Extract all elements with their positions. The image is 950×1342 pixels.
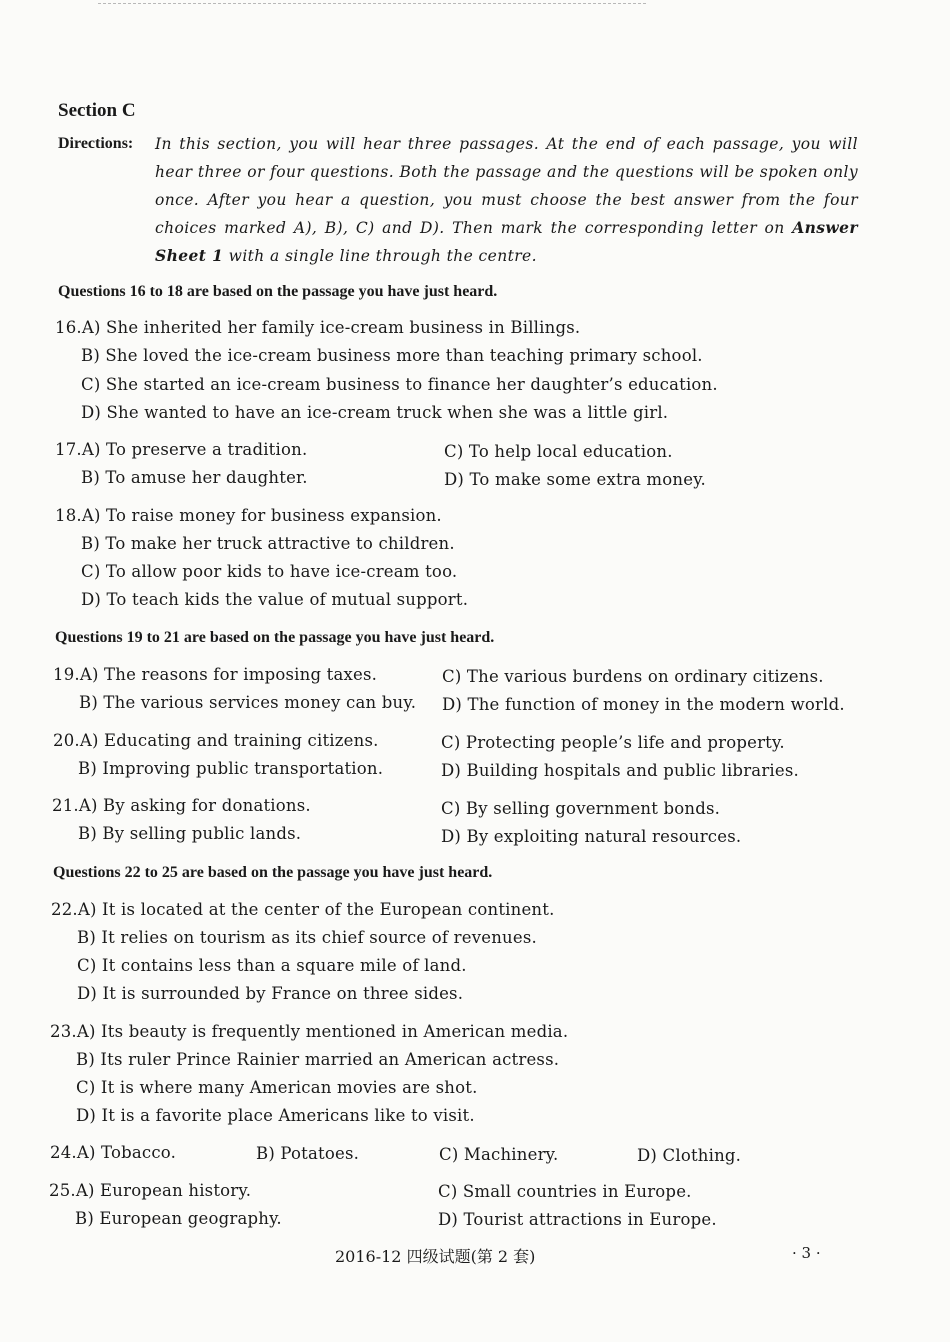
q23-option-c: C) It is where many American movies are shot. [76,1078,478,1097]
q19-option-c: C) The various burdens on ordinary citizens. [442,667,824,686]
q22-option-d: D) It is surrounded by France on three sides. [77,984,464,1003]
q24-option-d: D) Clothing. [637,1146,742,1165]
q16-option-d: D) She wanted to have an ice-cream truck when she was a little girl. [81,403,669,422]
q25-option-d: D) Tourist attractions in Europe. [438,1210,717,1229]
q25-option-c: C) Small countries in Europe. [438,1182,692,1201]
q17-option-c: C) To help local education. [444,442,673,461]
q19-option-a: 19.A) The reasons for imposing taxes. [53,665,378,684]
q21-option-c: C) By selling government bonds. [441,799,721,818]
q25-option-a: 25.A) European history. [49,1181,252,1200]
q23-option-b: B) Its ruler Prince Rainier married an American actress. [76,1050,560,1069]
group-heading-19-21: Questions 19 to 21 are based on the passage you have just heard. [55,629,495,646]
answer-sheet-label: Answer Sheet 1 [155,218,858,265]
directions [58,130,858,270]
q24-option-a: 24.A) Tobacco. [50,1143,177,1162]
directions-label: Directions: [58,135,134,152]
q19-option-b: B) The various services money can buy. [79,693,417,712]
q21-option-a: 21.A) By asking for donations. [52,796,311,815]
q23-option-d: D) It is a favorite place Americans like to visit. [76,1106,475,1125]
q18-option-c: C) To allow poor kids to have ice-cream too. [81,562,458,581]
q22-option-c: C) It contains less than a square mile of land. [77,956,467,975]
q20-option-a: 20.A) Educating and training citizens. [53,731,379,750]
q16-option-c: C) She started an ice-cream business to finance her daughter’s education. [81,375,718,394]
q22-option-a: 22.A) It is located at the center of the European continent. [51,900,555,919]
q16-option-b: B) She loved the ice-cream business more than teaching primary school. [81,346,703,365]
q22-option-b: B) It relies on tourism as its chief source of revenues. [77,928,537,947]
q21-option-d: D) By exploiting natural resources. [441,827,742,846]
top-divider [98,3,646,4]
group-heading-22-25: Questions 22 to 25 are based on the passage you have just heard. [53,864,493,881]
directions-text-part1: In this section, you will hear three passages. At the end of each passage, you will hear three or four questions. Both the passage and the questions will be spoken only once. After you hear a question, you must choose the best answer from the four choices marked A), B), C) and D). Then mark the corresponding letter on [155,135,858,237]
q17-option-b: B) To amuse her daughter. [81,468,308,487]
group-heading-16-18: Questions 16 to 18 are based on the passage you have just heard. [58,283,498,300]
q17-option-a: 17.A) To preserve a tradition. [55,440,308,459]
q18-option-d: D) To teach kids the value of mutual support. [81,590,469,609]
q16-option-a: 16.A) She inherited her family ice-cream business in Billings. [55,318,581,337]
directions-text [155,130,858,270]
q23-option-a: 23.A) Its beauty is frequently mentioned in American media. [50,1022,569,1041]
q18-option-a: 18.A) To raise money for business expansion. [55,506,442,525]
q18-option-b: B) To make her truck attractive to children. [81,534,455,553]
section-title: Section C [58,100,136,121]
page-footer: 2016-12 四级试题(第 2 套) [335,1247,536,1266]
directions-text-part2: with a single line through the centre. [223,247,537,265]
page-number: · 3 · [792,1244,821,1262]
q19-option-d: D) The function of money in the modern world. [442,695,845,714]
q25-option-b: B) European geography. [75,1209,282,1228]
q24-option-b: B) Potatoes. [256,1144,360,1163]
q21-option-b: B) By selling public lands. [78,824,302,843]
q17-option-d: D) To make some extra money. [444,470,706,489]
q20-option-d: D) Building hospitals and public libraries. [441,761,799,780]
q20-option-b: B) Improving public transportation. [78,759,384,778]
q20-option-c: C) Protecting people’s life and property. [441,733,785,752]
q24-option-c: C) Machinery. [439,1145,559,1164]
